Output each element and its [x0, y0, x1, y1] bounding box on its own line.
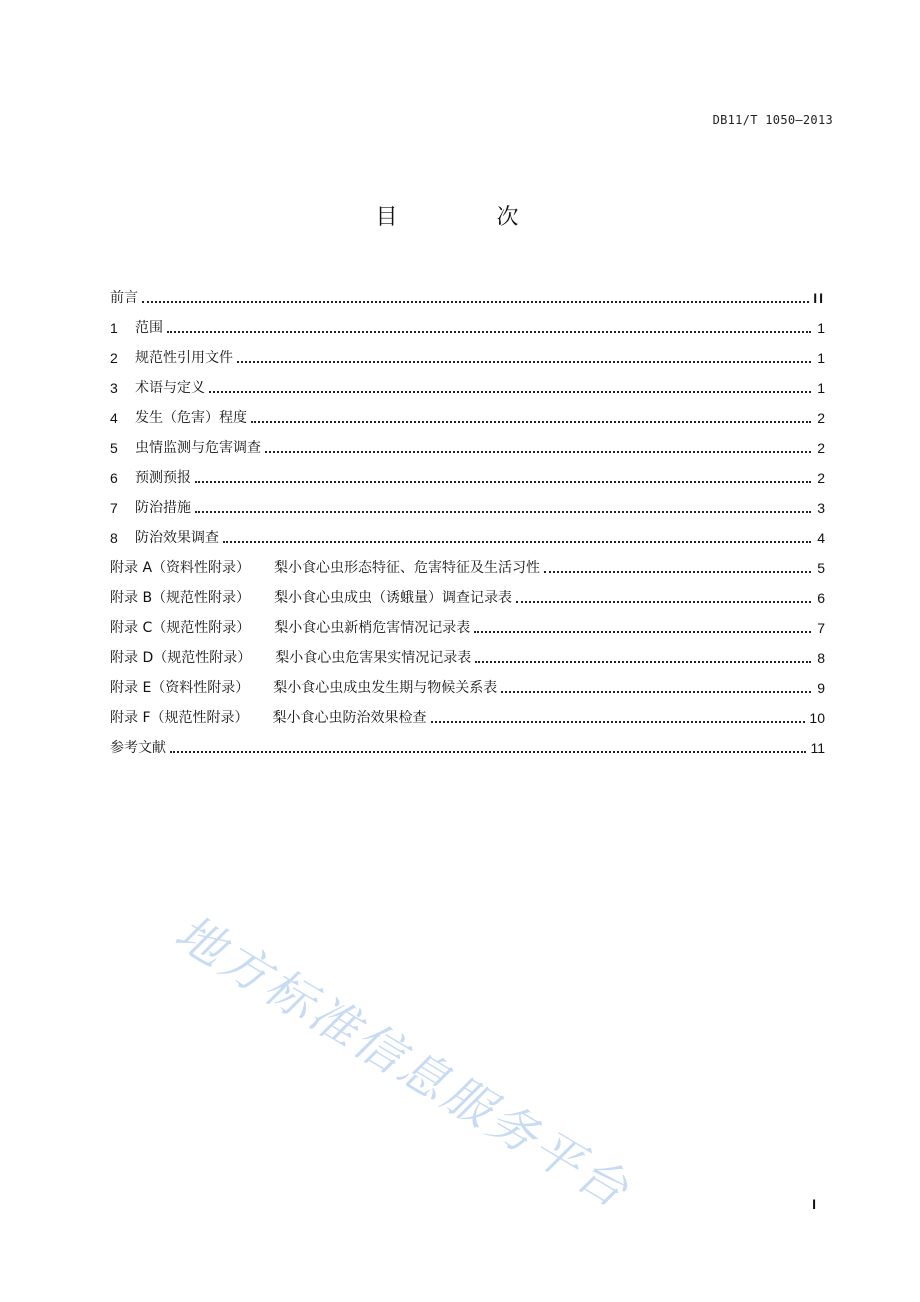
toc-entry-page: 9: [817, 680, 825, 696]
dot-leader: [501, 690, 811, 693]
toc-entry-appendix-b[interactable]: [110, 578, 825, 608]
toc-entry-normative-references[interactable]: [110, 338, 825, 368]
toc-entry-number: 5: [110, 440, 118, 456]
toc-entry-title: 参考文献: [110, 740, 166, 756]
toc-entry-title: 梨小食心虫成虫（诱蛾量）调查记录表: [274, 590, 513, 606]
dot-leader: [195, 510, 811, 513]
toc-entry-title: 前言: [110, 290, 138, 306]
toc-entry-appendix-e[interactable]: [110, 668, 825, 698]
toc-entry-appendix-label: 附录 B（规范性附录）: [110, 590, 251, 606]
toc-entry-title: 防治措施: [135, 500, 191, 516]
toc-entry-page: 10: [809, 710, 825, 726]
toc-entry-control-measures[interactable]: [110, 488, 825, 518]
dot-leader: [209, 390, 811, 393]
toc-entry-title: 梨小食心虫成虫发生期与物候关系表: [273, 680, 498, 696]
toc-entry-references[interactable]: [110, 728, 825, 758]
toc-entry-appendix-a[interactable]: [110, 548, 825, 578]
toc-entry-page: 1: [817, 380, 825, 396]
watermark: 地方标准信息服务平台: [165, 904, 641, 1221]
toc-entry-page: 8: [817, 650, 825, 666]
toc-entry-title: 梨小食心虫防治效果检查: [272, 710, 427, 726]
dot-leader: [142, 300, 809, 303]
dot-leader: [237, 360, 811, 363]
toc-entry-appendix-label: 附录 E（资料性附录）: [110, 680, 250, 696]
toc-entry-control-effect-survey[interactable]: [110, 518, 825, 548]
toc-entry-terms-definitions[interactable]: [110, 368, 825, 398]
toc-entry-page: 1: [817, 320, 825, 336]
page-title: 目 次: [375, 205, 565, 230]
dot-leader: [170, 750, 806, 753]
page-number: I: [812, 1196, 816, 1212]
toc-entry-appendix-label: 附录 A（资料性附录）: [110, 560, 251, 576]
toc-entry-page: 5: [817, 560, 825, 576]
toc-entry-scope[interactable]: [110, 308, 825, 338]
toc-entry-title: 梨小食心虫危害果实情况记录表: [275, 650, 472, 666]
dot-leader: [265, 450, 811, 453]
toc-entry-title: 梨小食心虫新梢危害情况记录表: [274, 620, 471, 636]
toc-entry-monitoring-survey[interactable]: [110, 428, 825, 458]
toc-entry-foreword[interactable]: [110, 278, 825, 308]
toc-entry-number: 2: [110, 350, 118, 366]
toc-entry-page: 6: [817, 590, 825, 606]
toc-entry-number: 7: [110, 500, 118, 516]
dot-leader: [475, 660, 811, 663]
toc-entry-title: 防治效果调查: [135, 530, 219, 546]
dot-leader: [223, 540, 811, 543]
toc-entry-title: 术语与定义: [135, 380, 205, 396]
toc-entry-page: 11: [810, 740, 825, 756]
toc-entry-page: 7: [817, 620, 825, 636]
dot-leader: [167, 330, 811, 333]
toc-entry-page: 3: [817, 500, 825, 516]
toc-entry-appendix-label: 附录 D（规范性附录）: [110, 650, 252, 666]
dot-leader: [251, 420, 811, 423]
toc-entry-appendix-label: 附录 F（规范性附录）: [110, 710, 249, 726]
toc-entry-appendix-label: 附录 C（规范性附录）: [110, 620, 251, 636]
toc-entry-page: 2: [817, 410, 825, 426]
toc-entry-number: 3: [110, 380, 118, 396]
toc-entry-forecasting[interactable]: [110, 458, 825, 488]
toc-entry-number: 4: [110, 410, 118, 426]
toc-entry-title: 规范性引用文件: [135, 350, 233, 366]
dot-leader: [431, 720, 806, 723]
toc-entry-page: 4: [817, 530, 825, 546]
toc-entry-page: 2: [817, 440, 825, 456]
dot-leader: [474, 630, 811, 633]
toc-entry-title: 梨小食心虫形态特征、危害特征及生活习性: [274, 560, 541, 576]
toc-entry-title: 虫情监测与危害调查: [135, 440, 261, 456]
toc-entry-page: 1: [817, 350, 825, 366]
toc-entry-page: 2: [817, 470, 825, 486]
toc-entry-appendix-f[interactable]: [110, 698, 825, 728]
toc-entry-title: 预测预报: [135, 470, 191, 486]
document-code: DB11/T 1050—2013: [712, 113, 833, 127]
toc-entry-number: 6: [110, 470, 118, 486]
toc-entry-appendix-d[interactable]: [110, 638, 825, 668]
toc-entry-number: 1: [110, 320, 118, 336]
toc-entry-damage-degree[interactable]: [110, 398, 825, 428]
dot-leader: [195, 480, 811, 483]
table-of-contents: [110, 278, 825, 758]
toc-entry-title: 范围: [135, 320, 163, 336]
dot-leader: [516, 600, 811, 603]
toc-entry-title: 发生（危害）程度: [135, 410, 247, 426]
toc-entry-page: II: [813, 290, 825, 306]
dot-leader: [544, 570, 811, 573]
toc-entry-number: 8: [110, 530, 118, 546]
toc-entry-appendix-c[interactable]: [110, 608, 825, 638]
